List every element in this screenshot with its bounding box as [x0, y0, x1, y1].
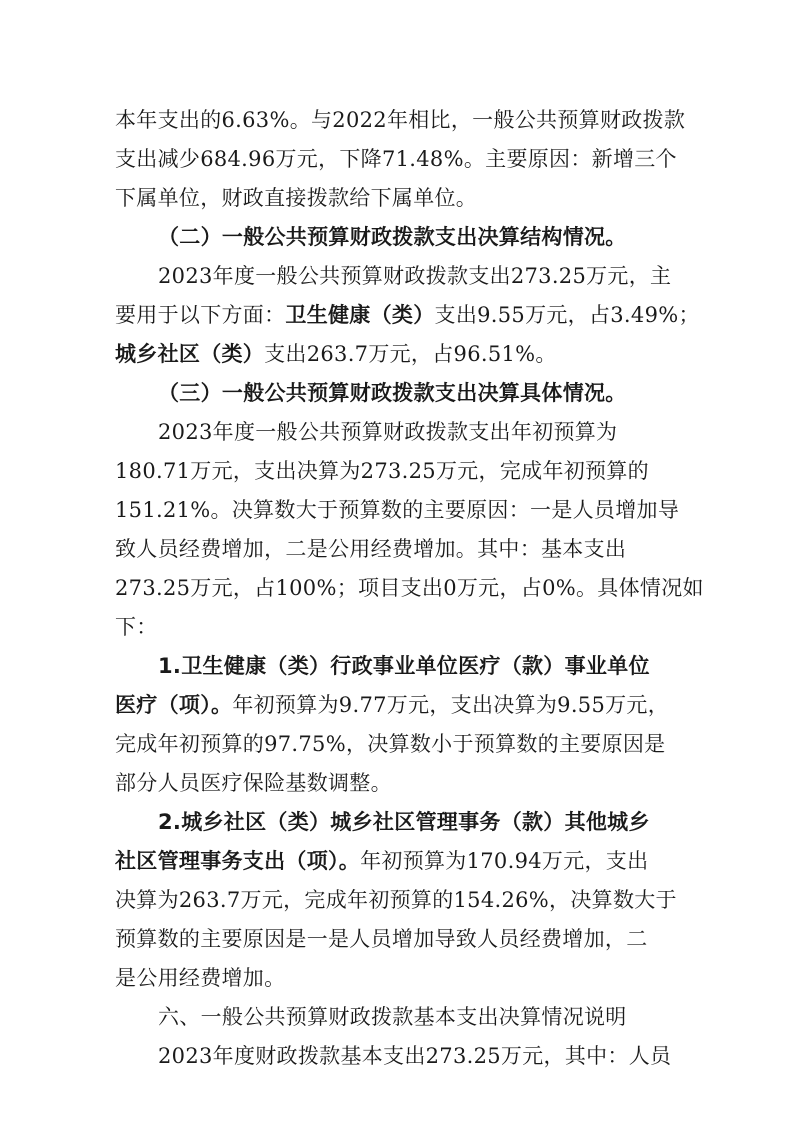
paragraph-line: 273.25万元，占100%；项目支出0万元，占0%。具体情况如 — [115, 576, 704, 600]
paragraph-line: 180.71万元，支出决算为273.25万元，完成年初预算的 — [115, 459, 649, 483]
bold-term: 社区管理事务支出（项）。 — [115, 849, 361, 873]
paragraph-line: 2023年度一般公共预算财政拨款支出273.25万元，主 — [158, 264, 672, 288]
paragraph-line: 预算数的主要原因是一是人员增加导致人员经费增加，二 — [115, 927, 648, 951]
text-run: 年初预算为9.77万元，支出决算为9.55万元， — [232, 693, 670, 717]
paragraph-line: 本年支出的6.63%。与2022年相比，一般公共预算财政拨款 — [115, 108, 686, 132]
bold-term: 卫生健康（类） — [285, 303, 435, 327]
paragraph-line — [115, 301, 700, 329]
paragraph-line: 完成年初预算的97.75%，决算数小于预算数的主要原因是 — [115, 732, 666, 756]
paragraph-line: 2023年度一般公共预算财政拨款支出年初预算为 — [158, 420, 618, 444]
paragraph-line: 2023年度财政拨款基本支出273.25万元，其中：人员 — [158, 1044, 672, 1068]
paragraph-line: 下： — [115, 615, 158, 639]
paragraph-line: 151.21%。决算数大于预算数的主要原因：一是人员增加导 — [115, 498, 680, 522]
section-heading: 六、一般公共预算财政拨款基本支出决算情况说明 — [158, 1005, 627, 1029]
paragraph-line — [115, 847, 648, 875]
paragraph-line: 支出减少684.96万元，下降71.48%。主要原因：新增三个 — [115, 147, 677, 171]
item-heading: 1.卫生健康（类）行政事业单位医疗（款）事业单位 — [158, 654, 650, 678]
paragraph-line: 下属单位，财政直接拨款给下属单位。 — [115, 186, 478, 210]
text-run: 支出9.55万元，占3.49%； — [434, 303, 700, 327]
paragraph-line — [115, 691, 669, 719]
paragraph-line: 致人员经费增加，二是公用经费增加。其中：基本支出 — [115, 537, 627, 561]
paragraph-line: 决算为263.7万元，完成年初预算的154.26%，决算数大于 — [115, 888, 677, 912]
paragraph-line — [115, 340, 557, 368]
paragraph-line: 是公用经费增加。 — [115, 966, 286, 990]
text-run: 支出263.7万元，占96.51%。 — [264, 342, 557, 366]
bold-term: 城乡社区（类） — [115, 342, 265, 366]
bold-term: 医疗（项）。 — [115, 693, 233, 717]
section-heading: （三）一般公共预算财政拨款支出决算具体情况。 — [158, 381, 627, 405]
text-run: 年初预算为170.94万元，支出 — [360, 849, 649, 873]
paragraph-line: 部分人员医疗保险基数调整。 — [115, 771, 392, 795]
item-heading: 2.城乡社区（类）城乡社区管理事务（款）其他城乡 — [158, 810, 650, 834]
text-run: 要用于以下方面： — [115, 303, 286, 327]
section-heading: （二）一般公共预算财政拨款支出决算结构情况。 — [158, 225, 627, 249]
